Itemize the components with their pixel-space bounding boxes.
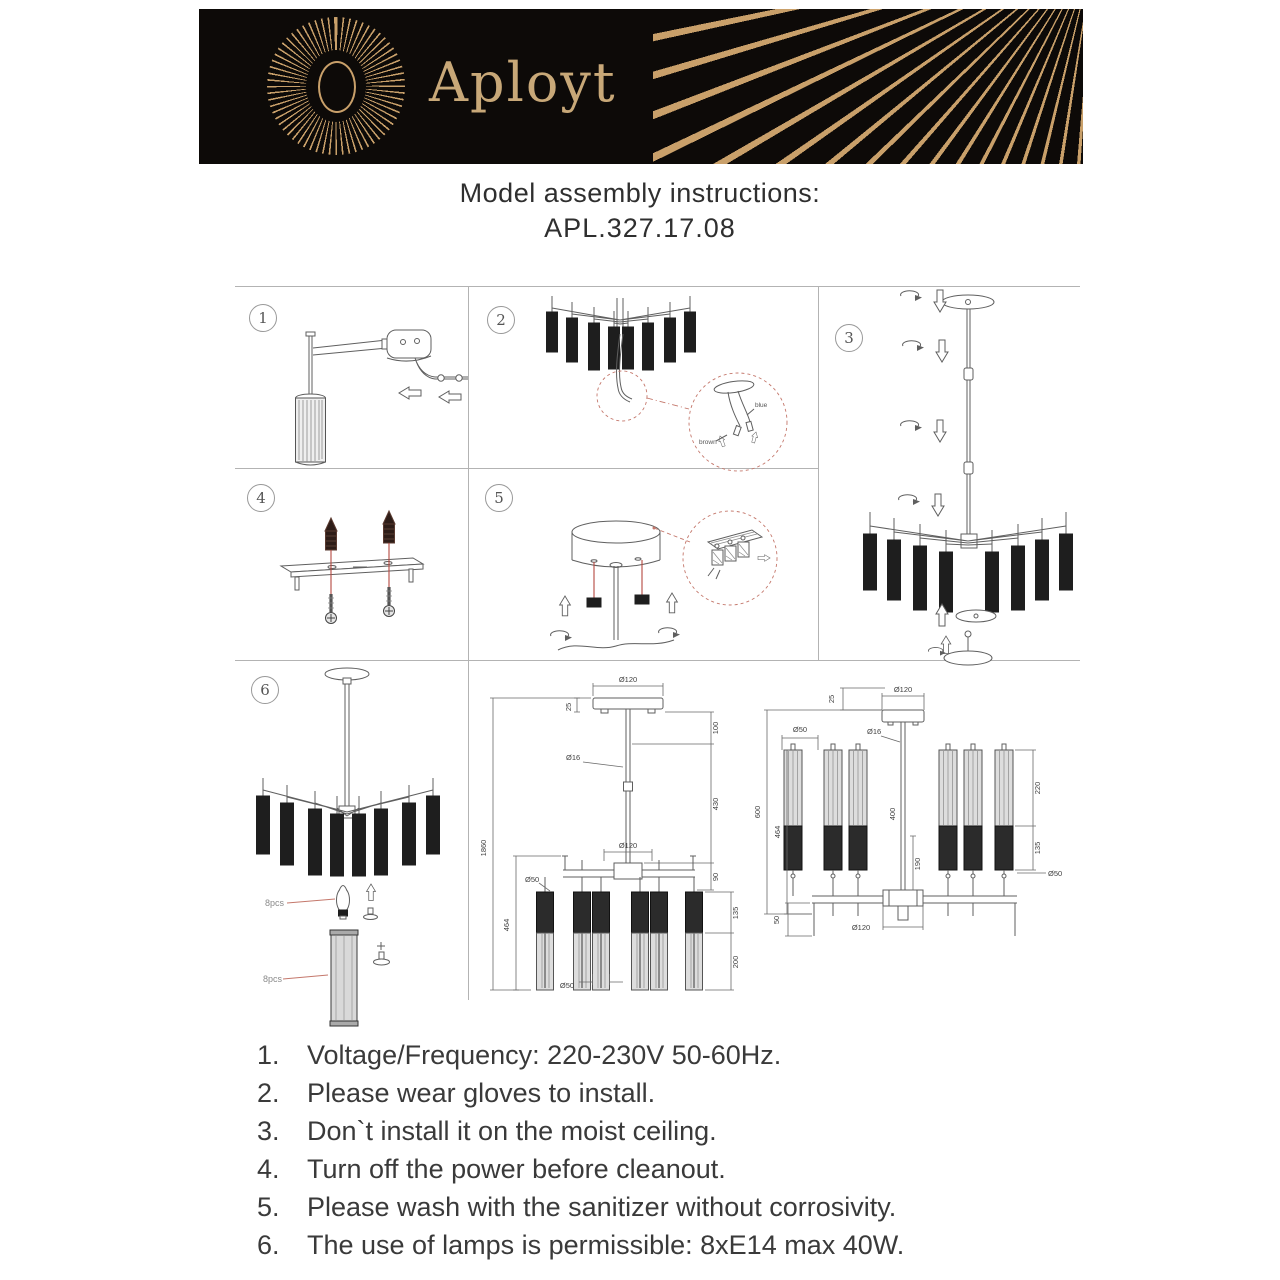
- model-number: APL.327.17.08: [544, 213, 736, 243]
- panel-badge-5: 5: [485, 484, 513, 512]
- svg-text:200: 200: [731, 955, 740, 969]
- up-arrow-icon: [560, 596, 571, 616]
- instruction-text: Don`t install it on the moist ceiling.: [307, 1116, 717, 1146]
- instruction-number: 2.: [257, 1078, 280, 1108]
- rotate-icon: [901, 291, 922, 301]
- ceiling-canopy: [942, 295, 994, 309]
- instruction-text: Voltage/Frequency: 220-230V 50-60Hz.: [307, 1040, 782, 1070]
- svg-text:100: 100: [711, 721, 720, 735]
- svg-text:25: 25: [827, 694, 836, 704]
- shades-section: [784, 744, 1013, 896]
- wire-label-blue: blue: [755, 402, 768, 409]
- instruction-item: [257, 1074, 1077, 1112]
- up-arrow-icon: [367, 884, 376, 901]
- rotate-icon: [901, 421, 922, 431]
- ceiling-canopy: [572, 521, 660, 543]
- svg-text:400: 400: [888, 807, 897, 821]
- instruction-list: [257, 1036, 1077, 1264]
- svg-text:90: 90: [711, 872, 720, 882]
- candle-bulb: [337, 886, 350, 920]
- rotate-icon: [659, 628, 680, 638]
- rotate-icon: [551, 631, 572, 641]
- shade-cylinder: [330, 930, 358, 1026]
- svg-text:Ø50: Ø50: [525, 875, 540, 884]
- panel-badge-1: 1: [249, 304, 277, 332]
- wiring-detail: [699, 379, 768, 448]
- instruction-text: Please wash with the sanitizer without corrosivity.: [307, 1192, 897, 1222]
- frame-bar: [545, 856, 696, 892]
- rotate-icon: [899, 495, 920, 505]
- svg-text:Ø50: Ø50: [792, 725, 808, 734]
- svg-text:Ø50: Ø50: [559, 981, 575, 990]
- corner-rays-decoration: [653, 9, 1083, 164]
- down-arrow-icon: [932, 494, 944, 516]
- instruction-text: The use of lamps is permissible: 8xE14 max 40W.: [307, 1230, 905, 1260]
- instruction-item: [257, 1226, 1077, 1264]
- svg-text:190: 190: [913, 857, 922, 871]
- panel-badge-4: 4: [247, 484, 275, 512]
- svg-text:Ø120: Ø120: [893, 685, 913, 694]
- svg-text:Ø16: Ø16: [867, 727, 882, 736]
- title-block: [0, 178, 1280, 244]
- brand-banner: [199, 9, 1083, 164]
- panel-6-final-assembly: [235, 660, 468, 1000]
- instruction-number: 3.: [257, 1116, 280, 1146]
- svg-text:Ø120: Ø120: [618, 841, 638, 850]
- instruction-number: 4.: [257, 1154, 280, 1184]
- svg-text:Ø120: Ø120: [851, 923, 871, 932]
- starburst-center-ring: [318, 61, 356, 113]
- diagram-grid: [235, 286, 1080, 1000]
- panel-badge-3: 3: [835, 324, 863, 352]
- instruction-item: [257, 1188, 1077, 1226]
- panel-4-mounting-bracket: [235, 468, 468, 660]
- instruction-item: [257, 1036, 1077, 1074]
- screw: [326, 594, 337, 624]
- panel-badge-2: 2: [487, 306, 515, 334]
- wire-label-brown: brown: [699, 439, 717, 446]
- down-arrow-icon: [934, 420, 946, 442]
- svg-text:Ø50: Ø50: [1048, 869, 1063, 878]
- panel-3-rod-assembly: [818, 286, 1080, 660]
- left-arrow-icon: [399, 387, 421, 399]
- detail-circle-small: [597, 371, 647, 421]
- svg-text:1860: 1860: [479, 839, 488, 857]
- up-arrow-icon: [667, 593, 678, 613]
- svg-text:25: 25: [564, 702, 573, 712]
- bulb-qty-label: 8pcs: [265, 898, 285, 908]
- svg-text:50: 50: [772, 915, 781, 925]
- dim-drawing-front: [755, 668, 1077, 993]
- shades-section: [537, 892, 703, 990]
- instruction-item: [257, 1150, 1077, 1188]
- brand-wordmark: Aployt: [429, 51, 617, 114]
- panel-2-wiring-diagram: [468, 286, 818, 468]
- black-shades: [547, 312, 696, 370]
- rotate-icon: [928, 647, 945, 655]
- svg-text:600: 600: [753, 805, 762, 819]
- svg-text:464: 464: [502, 918, 511, 932]
- terminal-block-detail: [708, 530, 770, 579]
- svg-text:135: 135: [731, 906, 740, 920]
- svg-text:220: 220: [1033, 781, 1042, 795]
- bottom-finial: [944, 651, 992, 665]
- lock-nut: [635, 595, 649, 604]
- down-arrow-icon: [936, 340, 948, 362]
- page-title: Model assembly instructions:: [459, 178, 821, 208]
- instruction-number: 1.: [257, 1040, 280, 1070]
- instruction-text: Please wear gloves to install.: [307, 1078, 656, 1108]
- svg-text:135: 135: [1033, 841, 1042, 855]
- left-arrow-icon: [439, 391, 461, 403]
- shade-qty-label: 8pcs: [263, 974, 283, 984]
- svg-text:Ø120: Ø120: [618, 675, 638, 684]
- starburst-logo: [267, 17, 405, 155]
- svg-text:Ø16: Ø16: [566, 753, 581, 762]
- instruction-number: 5.: [257, 1192, 280, 1222]
- wall-anchor: [325, 518, 337, 550]
- svg-text:464: 464: [773, 825, 782, 839]
- rotate-icon: [903, 341, 924, 351]
- frame-bar: [812, 890, 1017, 936]
- screw: [384, 587, 395, 617]
- panel-1-arm-assembly: [235, 286, 468, 468]
- svg-text:430: 430: [711, 797, 720, 811]
- instruction-item: [257, 1112, 1077, 1150]
- wall-anchor: [383, 511, 395, 543]
- instruction-number: 6.: [257, 1230, 280, 1260]
- lock-nut: [587, 598, 601, 607]
- dim-drawing-side: [471, 670, 761, 995]
- panel-5-canopy-terminal: [468, 468, 818, 660]
- panel-badge-6: 6: [251, 676, 279, 704]
- instruction-text: Turn off the power before cleanout.: [307, 1154, 726, 1184]
